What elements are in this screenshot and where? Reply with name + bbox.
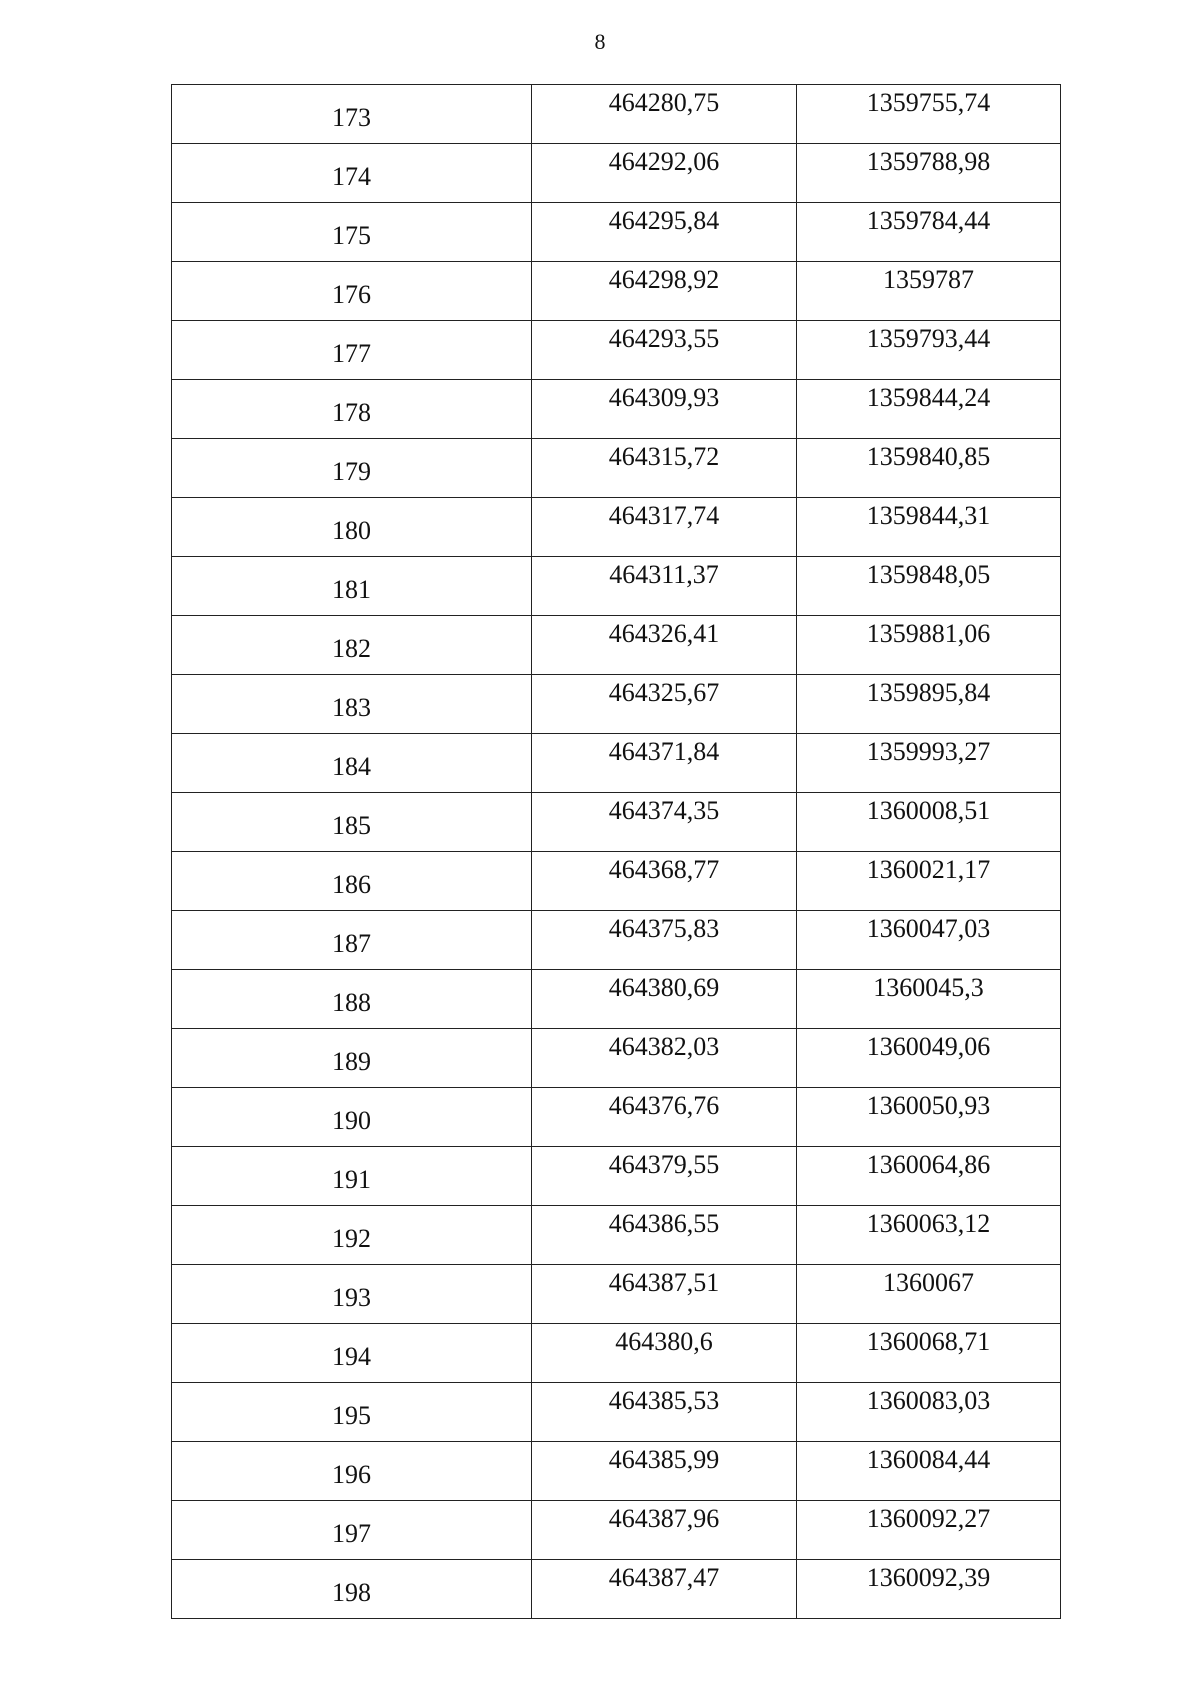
x-coordinate-cell: 464311,37 [532, 557, 797, 616]
x-coordinate-cell: 464386,55 [532, 1206, 797, 1265]
y-coordinate-cell: 1359881,06 [797, 616, 1061, 675]
x-coordinate-cell: 464387,47 [532, 1560, 797, 1619]
x-coordinate-cell: 464325,67 [532, 675, 797, 734]
x-coordinate-cell: 464292,06 [532, 144, 797, 203]
x-coordinate-cell: 464298,92 [532, 262, 797, 321]
y-coordinate-cell: 1359793,44 [797, 321, 1061, 380]
x-coordinate-cell: 464293,55 [532, 321, 797, 380]
point-number-cell: 193 [172, 1265, 532, 1324]
point-number-cell: 185 [172, 793, 532, 852]
table-row [172, 1560, 1061, 1619]
point-number-cell: 174 [172, 144, 532, 203]
point-number-cell: 196 [172, 1442, 532, 1501]
point-number-cell: 186 [172, 852, 532, 911]
point-number-cell: 198 [172, 1560, 532, 1619]
table-row [172, 1324, 1061, 1383]
y-coordinate-cell: 1360068,71 [797, 1324, 1061, 1383]
y-coordinate-cell: 1360021,17 [797, 852, 1061, 911]
x-coordinate-cell: 464368,77 [532, 852, 797, 911]
y-coordinate-cell: 1359844,31 [797, 498, 1061, 557]
y-coordinate-cell: 1359840,85 [797, 439, 1061, 498]
x-coordinate-cell: 464380,6 [532, 1324, 797, 1383]
point-number-cell: 192 [172, 1206, 532, 1265]
table-row [172, 911, 1061, 970]
y-coordinate-cell: 1360063,12 [797, 1206, 1061, 1265]
y-coordinate-cell: 1360008,51 [797, 793, 1061, 852]
x-coordinate-cell: 464387,96 [532, 1501, 797, 1560]
x-coordinate-cell: 464374,35 [532, 793, 797, 852]
table-row [172, 1442, 1061, 1501]
y-coordinate-cell: 1360047,03 [797, 911, 1061, 970]
point-number-cell: 176 [172, 262, 532, 321]
table-row [172, 1265, 1061, 1324]
x-coordinate-cell: 464309,93 [532, 380, 797, 439]
y-coordinate-cell: 1359844,24 [797, 380, 1061, 439]
table-row [172, 970, 1061, 1029]
page-number: 8 [594, 29, 606, 54]
table-row [172, 1501, 1061, 1560]
table-row [172, 1147, 1061, 1206]
y-coordinate-cell: 1360092,27 [797, 1501, 1061, 1560]
coordinates-table-body [172, 85, 1061, 1619]
y-coordinate-cell: 1359787 [797, 262, 1061, 321]
table-row [172, 1029, 1061, 1088]
table-row [172, 616, 1061, 675]
point-number-cell: 179 [172, 439, 532, 498]
table-row [172, 203, 1061, 262]
table-row [172, 380, 1061, 439]
x-coordinate-cell: 464315,72 [532, 439, 797, 498]
point-number-cell: 182 [172, 616, 532, 675]
table-row [172, 321, 1061, 380]
point-number-cell: 175 [172, 203, 532, 262]
y-coordinate-cell: 1360045,3 [797, 970, 1061, 1029]
point-number-cell: 194 [172, 1324, 532, 1383]
y-coordinate-cell: 1359895,84 [797, 675, 1061, 734]
table-row [172, 144, 1061, 203]
table-row [172, 793, 1061, 852]
coordinates-table [171, 84, 1061, 1619]
point-number-cell: 190 [172, 1088, 532, 1147]
x-coordinate-cell: 464385,99 [532, 1442, 797, 1501]
table-row [172, 498, 1061, 557]
table-row [172, 439, 1061, 498]
table-row [172, 1088, 1061, 1147]
table-row [172, 1206, 1061, 1265]
point-number-cell: 184 [172, 734, 532, 793]
point-number-cell: 197 [172, 1501, 532, 1560]
x-coordinate-cell: 464317,74 [532, 498, 797, 557]
table-row [172, 85, 1061, 144]
table-row [172, 675, 1061, 734]
point-number-cell: 191 [172, 1147, 532, 1206]
y-coordinate-cell: 1360050,93 [797, 1088, 1061, 1147]
x-coordinate-cell: 464382,03 [532, 1029, 797, 1088]
y-coordinate-cell: 1359755,74 [797, 85, 1061, 144]
x-coordinate-cell: 464387,51 [532, 1265, 797, 1324]
y-coordinate-cell: 1360049,06 [797, 1029, 1061, 1088]
y-coordinate-cell: 1360067 [797, 1265, 1061, 1324]
point-number-cell: 183 [172, 675, 532, 734]
x-coordinate-cell: 464380,69 [532, 970, 797, 1029]
point-number-cell: 195 [172, 1383, 532, 1442]
x-coordinate-cell: 464371,84 [532, 734, 797, 793]
x-coordinate-cell: 464379,55 [532, 1147, 797, 1206]
x-coordinate-cell: 464385,53 [532, 1383, 797, 1442]
y-coordinate-cell: 1359784,44 [797, 203, 1061, 262]
y-coordinate-cell: 1360092,39 [797, 1560, 1061, 1619]
point-number-cell: 177 [172, 321, 532, 380]
x-coordinate-cell: 464375,83 [532, 911, 797, 970]
x-coordinate-cell: 464280,75 [532, 85, 797, 144]
y-coordinate-cell: 1359848,05 [797, 557, 1061, 616]
y-coordinate-cell: 1359788,98 [797, 144, 1061, 203]
point-number-cell: 181 [172, 557, 532, 616]
point-number-cell: 187 [172, 911, 532, 970]
table-row [172, 852, 1061, 911]
point-number-cell: 189 [172, 1029, 532, 1088]
x-coordinate-cell: 464326,41 [532, 616, 797, 675]
table-row [172, 1383, 1061, 1442]
x-coordinate-cell: 464376,76 [532, 1088, 797, 1147]
y-coordinate-cell: 1360083,03 [797, 1383, 1061, 1442]
table-row [172, 734, 1061, 793]
point-number-cell: 173 [172, 85, 532, 144]
point-number-cell: 188 [172, 970, 532, 1029]
y-coordinate-cell: 1359993,27 [797, 734, 1061, 793]
point-number-cell: 178 [172, 380, 532, 439]
table-row [172, 262, 1061, 321]
table-row [172, 557, 1061, 616]
point-number-cell: 180 [172, 498, 532, 557]
y-coordinate-cell: 1360064,86 [797, 1147, 1061, 1206]
x-coordinate-cell: 464295,84 [532, 203, 797, 262]
y-coordinate-cell: 1360084,44 [797, 1442, 1061, 1501]
